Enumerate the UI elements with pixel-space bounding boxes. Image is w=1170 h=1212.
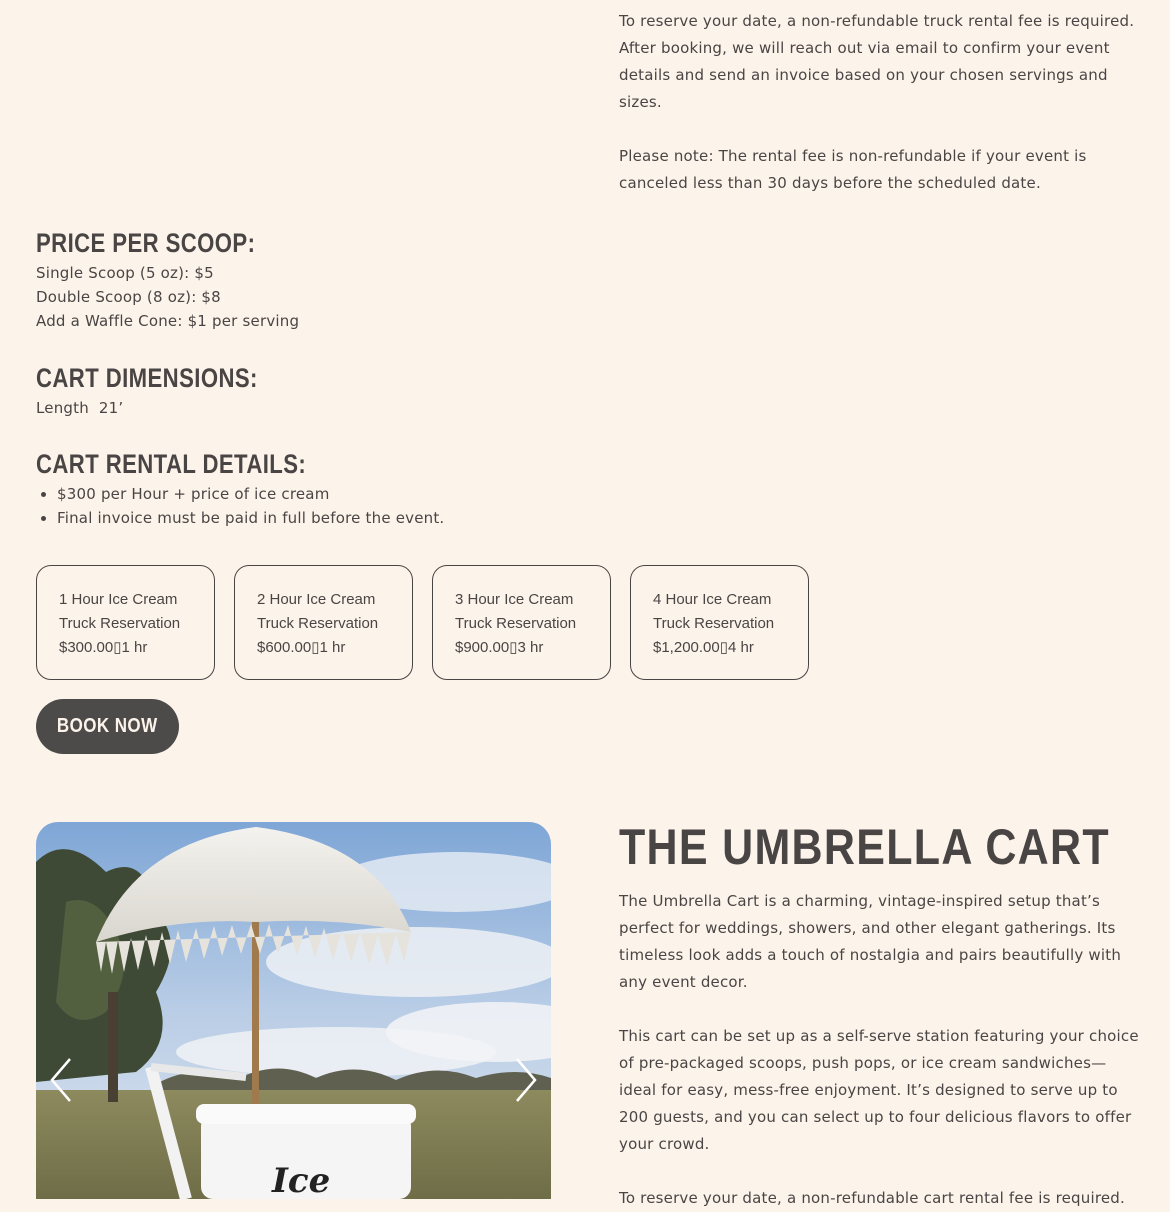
option-title-line: 4 Hour Ice Cream	[653, 591, 772, 608]
reservation-paragraph-2: Please note: The rental fee is non-refundable if your event is canceled less than 30 days before the scheduled date.	[619, 147, 1087, 192]
umbrella-cart-heading: THE UMBRELLA CART	[619, 819, 1110, 875]
rental-detail-item: • Final invoice must be paid in full before the event.	[57, 506, 444, 530]
option-price: $1,200.00▯4 hr	[653, 639, 754, 656]
reservation-paragraph-1: To reserve your date, a non-refundable truck rental fee is required. After booking, we will reach out via email to confirm your event details and send an invoice based on your chosen servings and sizes.	[619, 12, 1135, 111]
option-title-line: 2 Hour Ice Cream	[257, 591, 376, 608]
price-item: Double Scoop (8 oz): $8	[36, 288, 221, 306]
reservation-info	[619, 8, 1149, 197]
carousel-next-button[interactable]	[511, 1055, 541, 1105]
option-title-line: Truck Reservation	[653, 615, 775, 632]
umbrella-cart-photo	[36, 822, 551, 1199]
umbrella-paragraph-1: The Umbrella Cart is a charming, vintage-inspired setup that’s perfect for weddings, showers, and other elegant gatherings. Its timeless look adds a touch of nostalgia and pairs beautifully with any event decor.	[619, 892, 1122, 991]
option-price: $900.00▯3 hr	[455, 639, 544, 656]
price-item: Single Scoop (5 oz): $5	[36, 264, 214, 282]
option-title-line: Truck Reservation	[455, 615, 577, 632]
cart-logo-text: Ice	[272, 1161, 331, 1199]
option-title-line: 1 Hour Ice Cream	[59, 591, 178, 608]
chevron-left-icon	[46, 1055, 76, 1105]
umbrella-paragraph-3: To reserve your date, a non-refundable cart rental fee is required.	[619, 1189, 1125, 1207]
umbrella-cart-carousel[interactable]	[36, 822, 551, 1199]
price-per-scoop-heading: PRICE PER SCOOP:	[36, 228, 256, 258]
rental-detail-item: • $300 per Hour + price of ice cream	[57, 482, 444, 506]
option-price: $300.00▯1 hr	[59, 639, 148, 656]
cart-dimensions-heading: CART DIMENSIONS:	[36, 363, 258, 393]
option-title-line: Truck Reservation	[59, 615, 181, 632]
umbrella-cart-description	[619, 888, 1139, 1212]
book-now-button[interactable]	[36, 699, 179, 754]
booking-option-3-hour[interactable]	[432, 565, 611, 680]
price-item: Add a Waffle Cone: $1 per serving	[36, 312, 300, 330]
cart-rental-details-list	[36, 482, 444, 530]
booking-option-2-hour[interactable]	[234, 565, 413, 680]
cart-length: Length 21’	[36, 399, 124, 417]
cart-rental-details-heading: CART RENTAL DETAILS:	[36, 449, 307, 479]
booking-option-1-hour[interactable]	[36, 565, 215, 680]
option-title-line: 3 Hour Ice Cream	[455, 591, 574, 608]
umbrella-paragraph-2: This cart can be set up as a self-serve station featuring your choice of pre-packaged scoops, push pops, or ice cream sandwiches—ideal for easy, mess-free enjoyment. It’s designed to serve up to 200 guests, and you can select up to four delicious flavors to offer your crowd.	[619, 1027, 1139, 1153]
booking-option-4-hour[interactable]	[630, 565, 809, 680]
chevron-right-icon	[511, 1055, 541, 1105]
book-now-label: BOOK NOW	[57, 715, 158, 737]
option-title-line: Truck Reservation	[257, 615, 379, 632]
carousel-prev-button[interactable]	[46, 1055, 76, 1105]
price-per-scoop-list	[36, 261, 299, 333]
option-price: $600.00▯1 hr	[257, 639, 346, 656]
